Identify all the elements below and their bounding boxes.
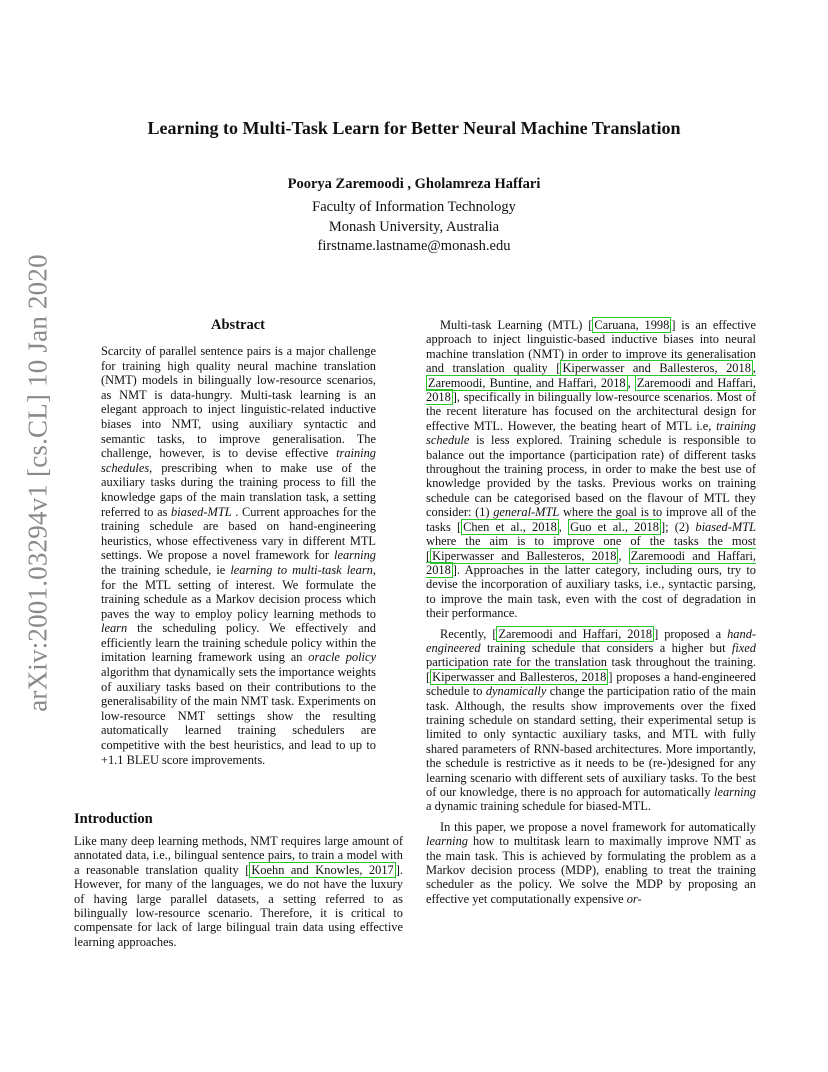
abstract-text: Scarcity of parallel sentence pairs is a major challenge for training high quality neural machine translation (NMT) models in bilingually low-resource scenarios, as NMT is data-hungry. Multi-task learning is an elegant approach to inject linguistic-related inductive biases into NMT, using auxiliary syntactic and semantic tasks, to improve generalisation. The challenge, however, is to devise effective (101, 344, 376, 461)
right-column (426, 318, 756, 912)
emphasis-text: learning (714, 785, 756, 799)
arxiv-identifier-stamp (18, 254, 58, 712)
recent-work-paragraph (426, 627, 756, 814)
body-text: ] is an effective approach to inject linguistic-based inductive biases into neural machine translation (NMT) in order to improve its generalisation and translation quality [ (426, 318, 756, 376)
abstract-text: the scheduling policy. We effectively and efficiently learn the training schedule policy within the imitation learning framework using an (101, 621, 376, 665)
abstract-text: the training schedule, ie (101, 562, 231, 577)
abstract-text: , for the MTL setting of interest. We formulate the training schedule as a Markov decision process which paves the way to employ policy learning methods to (101, 562, 376, 621)
body-text: ] proposed a (654, 626, 728, 641)
affiliation-university: Monash University, Australia (328, 218, 500, 235)
body-text: a dynamic training schedule for biased-MTL. (426, 799, 652, 814)
arxiv-identifier-text: arXiv:2001.03294v1 [cs.CL] 10 Jan 2020 (22, 254, 53, 712)
emphasis-text: biased-MTL (695, 519, 756, 534)
citation-link[interactable]: Zaremoodi and Haffari, 2018 (498, 626, 653, 641)
body-text: In this paper, we propose a novel framework for automatically (440, 819, 756, 834)
introduction-paragraph (74, 834, 403, 949)
body-text: ]. Approaches in the latter category, including ours, try to devise the incorporation of auxiliary tasks, i.e., syntactic parsing, to improve the main task, even with the cost of degradation in their performance. (426, 562, 756, 621)
citation-link[interactable]: Caruana, 1998 (594, 318, 670, 332)
body-text: change the participation ratio of the main task. Although, the results show improvements over the fixed training schedule on standard setting, their experimental setup is limited to only syntactic auxiliary tasks, and MTL with fully shared parameters of RNN-based architectures. More importantly, the schedule is restrictive as it needs to be (re-)designed for any learning scenario with different sets of auxiliary tasks. To the best of our knowledge, there is no approach for automatically (426, 684, 757, 799)
abstract-emphasis: learning (334, 548, 376, 563)
body-text: Multi-task Learning (MTL) [ (440, 318, 593, 332)
body-text: where the aim is to improve one of the tasks the most [ (426, 534, 756, 563)
emphasis-text: fixed (731, 640, 756, 655)
body-text: ] proposes a hand-engineered schedule to (426, 669, 756, 699)
abstract-emphasis: training schedules (101, 446, 376, 475)
citation-link[interactable]: Kiperwasser and Ballesteros, 2018 (562, 361, 751, 376)
emphasis-text: hand-engineered (426, 626, 757, 655)
emphasis-text: training schedule (426, 418, 756, 448)
body-text: Recently, [ (440, 626, 497, 641)
intro-text: ]. However, for many of the languages, we do not have the luxury of having large parallel datasets, a setting referred to as bilingually low-resource scenario. Therefore, it is critical to compensate for lack of large bilingual train data using effective learning approaches. (74, 862, 403, 949)
body-text: ], specifically in bilingually low-resource scenarios. Most of the recent literature has focused on the architectural design for effective MTL. However, the beating heart of MTL i.e, (426, 390, 756, 433)
abstract-emphasis: biased-MTL (171, 504, 232, 519)
author-affiliation (100, 198, 728, 257)
emphasis-text: dynamically (485, 684, 547, 699)
emphasis-text: general-MTL (493, 505, 560, 520)
body-text: , (627, 375, 635, 390)
abstract-emphasis: learn (101, 621, 128, 636)
abstract-emphasis: oracle policy (308, 650, 376, 665)
abstract-text: . Current approaches for the training schedule are based on hand-engineering heuristics, whose effectiveness vary in different MTL settings. We propose a novel framework for (101, 504, 377, 563)
affiliation-email: firstname.lastname@monash.edu (317, 238, 511, 254)
abstract-text: , prescribing when to make use of the auxiliary tasks during the training process to fill the knowledge gaps of the main translation task, a setting referred to as (101, 460, 376, 519)
body-text: , (618, 548, 629, 563)
abstract-heading: Abstract (211, 317, 265, 333)
abstract-text: algorithm that dynamically sets the importance weights of auxiliary tasks based on their contributions to the generalisability of the main NMT task. Experiments on low-resource NMT settings show the resulting automatically learned training schedulers are competitive with the best heuristics, and lead to up to +1.1 BLEU score improvements. (101, 665, 376, 767)
body-text: training schedule that considers a higher but (480, 640, 732, 655)
emphasis-text: or- (626, 891, 642, 906)
citation-link[interactable]: Zaremoodi and Haffari, 2018 (426, 375, 757, 405)
citation-link[interactable]: Guo et al., 2018 (570, 519, 659, 534)
body-text: , (558, 519, 569, 534)
citation-link[interactable]: Kiperwasser and Ballesteros, 2018 (432, 548, 617, 563)
body-text: , (752, 361, 756, 376)
intro-text: Like many deep learning methods, NMT requires large amount of annotated data, i.e., bilingual sentence pairs, to train a model with a reasonable translation quality [ (74, 834, 403, 877)
mtl-paragraph (426, 318, 756, 621)
introduction-heading: Introduction (74, 811, 153, 827)
proposal-paragraph (426, 820, 756, 906)
citation-link[interactable]: Kiperwasser and Ballesteros, 2018 (432, 669, 607, 684)
paper-authors: Poorya Zaremoodi , Gholamreza Haffari (287, 176, 541, 192)
abstract-emphasis: learning to multi-task learn (230, 562, 373, 577)
abstract-body (101, 344, 376, 767)
body-text: is less explored. Training schedule is responsible to balance out the importance (participation rate) of different tasks throughout the training process, in order to make the best use of knowledge provided by the tasks. Previous works on training schedule can be categorised based on the flavour of MTL they consider: (1) (426, 433, 756, 520)
citation-link[interactable]: Chen et al., 2018 (463, 519, 557, 534)
citation-link[interactable]: Koehn and Knowles, 2017 (251, 862, 394, 877)
emphasis-text: learning (426, 834, 468, 849)
body-text: where the goal is to improve all of the tasks [ (426, 505, 756, 534)
body-text: how to multitask learn to maximally improve NMT as the main task. This is achieved by formulating the problem as a Markov decision process (MDP), enabling to treat the training scheduler as the policy. We solve the MDP by proposing an effective yet computationally expensive (426, 834, 756, 906)
citation-link[interactable]: Zaremoodi, Buntine, and Haffari, 2018 (428, 375, 626, 390)
body-text: participation rate for the translation task throughout the training. [ (426, 655, 756, 684)
paper-title: Learning to Multi-Task Learn for Better Neural Machine Translation (147, 118, 681, 138)
body-text: ]; (2) (660, 519, 696, 534)
citation-link[interactable]: Zaremoodi and Haffari, 2018 (426, 548, 756, 577)
affiliation-faculty: Faculty of Information Technology (312, 199, 516, 215)
